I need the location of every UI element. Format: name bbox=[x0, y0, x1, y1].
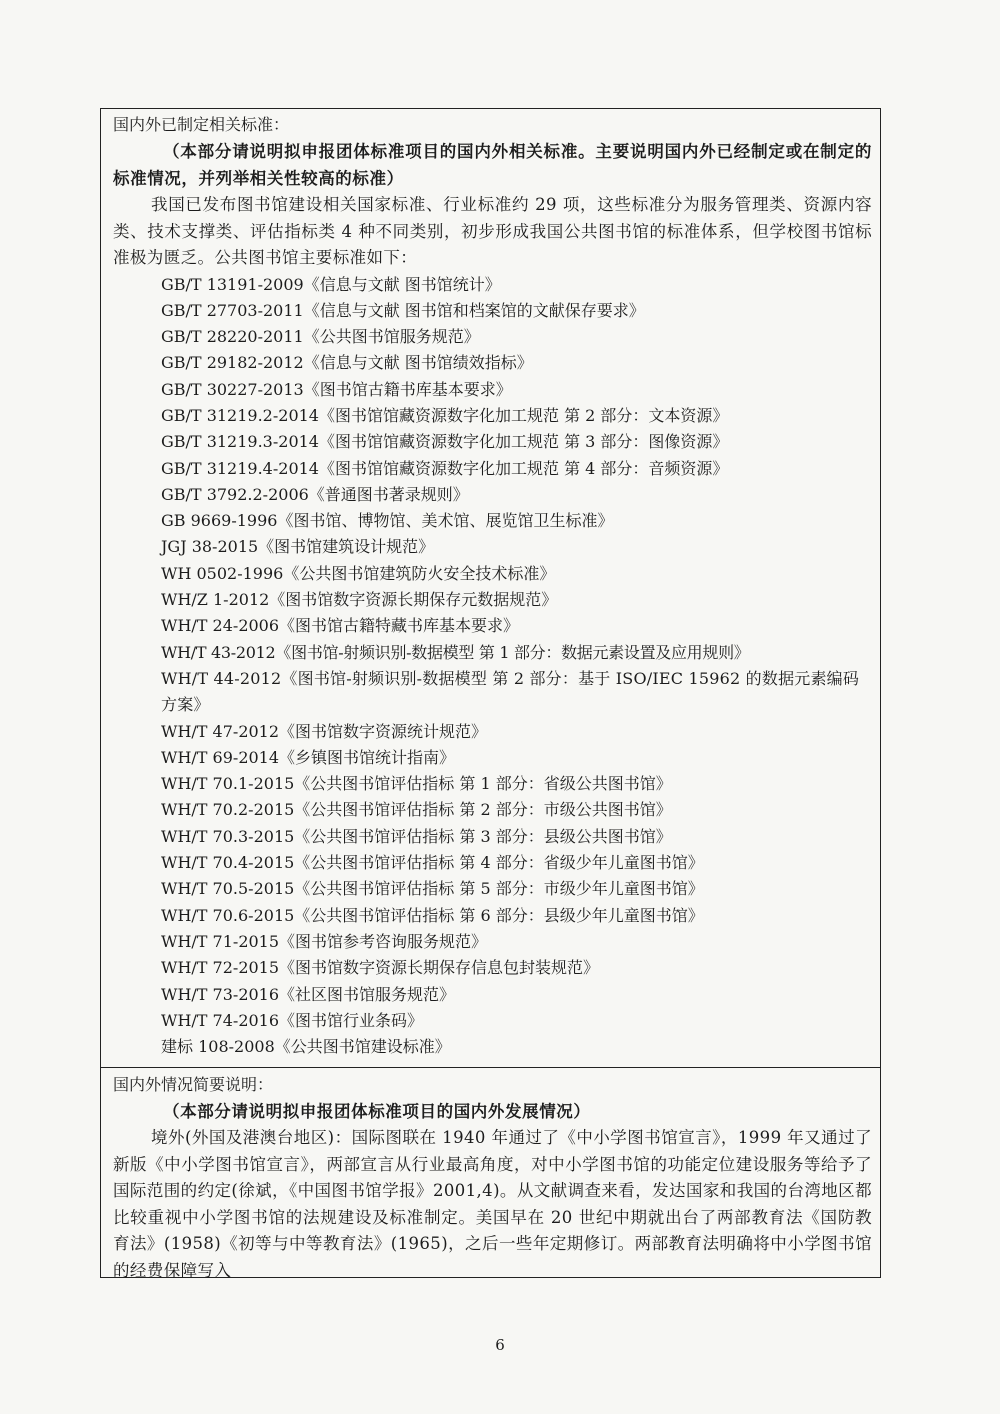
related-standards-section bbox=[101, 109, 880, 1067]
standard-item: 建标 108-2008《公共图书馆建设标准》 bbox=[161, 1037, 451, 1057]
standard-item: WH/T 70.5-2015《公共图书馆评估指标 第 5 部分：市级少年儿童图书馆》 bbox=[161, 879, 704, 899]
standard-item: WH/T 69-2014《乡镇图书馆统计指南》 bbox=[161, 747, 456, 767]
form-table bbox=[100, 108, 881, 1278]
standard-item: GB/T 27703-2011《信息与文献 图书馆和档案馆的文献保存要求》 bbox=[161, 300, 645, 320]
intro-paragraph: 我国已发布图书馆建设相关国家标准、行业标准约 29 项，这些标准分为服务管理类、资源内容类、技术支撑类、评估指标类 4 种不同类别，初步形成我国公共图书馆的标准体系，但学校图书馆标准极为匮乏。公共图书馆主要标准如下： bbox=[113, 195, 872, 267]
standard-item: GB/T 3792.2-2006《普通图书著录规则》 bbox=[161, 484, 469, 504]
standards-list bbox=[113, 272, 872, 1061]
section-instruction: （本部分请说明拟申报团体标准项目的国内外发展情况） bbox=[163, 1102, 591, 1121]
standard-item: WH/Z 1-2012《图书馆数字资源长期保存元数据规范》 bbox=[161, 590, 558, 610]
standard-item: WH/T 47-2012《图书馆数字资源统计规范》 bbox=[161, 721, 488, 741]
standard-item: WH/T 72-2015《图书馆数字资源长期保存信息包封装规范》 bbox=[161, 958, 600, 978]
overview-section bbox=[101, 1069, 880, 1280]
standard-item: GB 9669-1996《图书馆、博物馆、美术馆、展览馆卫生标准》 bbox=[161, 511, 614, 531]
standard-item: WH/T 73-2016《社区图书馆服务规范》 bbox=[161, 984, 456, 1004]
standard-item: WH/T 24-2006《图书馆古籍特藏书库基本要求》 bbox=[161, 616, 520, 636]
section-heading: 国内外已制定相关标准： bbox=[113, 115, 290, 134]
standard-item: GB/T 31219.3-2014《图书馆馆藏资源数字化加工规范 第 3 部分：图像资源》 bbox=[161, 432, 729, 452]
standard-item: WH/T 44-2012《图书馆-射频识别-数据模型 第 2 部分：基于 ISO/IEC 15962 的数据元素编码方案》 bbox=[161, 668, 860, 715]
standard-item: GB/T 31219.4-2014《图书馆馆藏资源数字化加工规范 第 4 部分：音频资源》 bbox=[161, 458, 729, 478]
standard-item: WH/T 70.6-2015《公共图书馆评估指标 第 6 部分：县级少年儿童图书馆》 bbox=[161, 905, 704, 925]
standard-item: GB/T 31219.2-2014《图书馆馆藏资源数字化加工规范 第 2 部分：文本资源》 bbox=[161, 405, 729, 425]
standard-item: WH/T 70.2-2015《公共图书馆评估指标 第 2 部分：市级公共图书馆》 bbox=[161, 800, 672, 820]
section-divider bbox=[101, 1067, 880, 1068]
standard-item: GB/T 29182-2012《信息与文献 图书馆绩效指标》 bbox=[161, 353, 533, 373]
section-instruction: （本部分请说明拟申报团体标准项目的国内外相关标准。主要说明国内外已经制定或在制定的标准情况，并列举相关性较高的标准） bbox=[113, 142, 872, 188]
standard-item: WH/T 70.3-2015《公共图书馆评估指标 第 3 部分：县级公共图书馆》 bbox=[161, 826, 672, 846]
standard-item: WH/T 70.4-2015《公共图书馆评估指标 第 4 部分：省级少年儿童图书馆》 bbox=[161, 853, 704, 873]
standard-item: WH/T 74-2016《图书馆行业条码》 bbox=[161, 1010, 424, 1030]
standard-item: WH/T 43-2012《图书馆-射频识别-数据模型 第 1 部分：数据元素设置及应用规则》 bbox=[161, 642, 750, 662]
standard-item: GB/T 30227-2013《图书馆古籍书库基本要求》 bbox=[161, 379, 512, 399]
section-heading: 国内外情况简要说明： bbox=[113, 1075, 274, 1094]
page-number: 6 bbox=[495, 1336, 505, 1354]
standard-item: GB/T 28220-2011《公共图书馆服务规范》 bbox=[161, 327, 480, 347]
standard-item: WH 0502-1996《公共图书馆建筑防火安全技术标准》 bbox=[161, 563, 556, 583]
standard-item: JGJ 38-2015《图书馆建筑设计规范》 bbox=[161, 537, 435, 557]
standard-item: WH/T 70.1-2015《公共图书馆评估指标 第 1 部分：省级公共图书馆》 bbox=[161, 774, 672, 794]
overview-paragraph: 境外(外国及港澳台地区)：国际图联在 1940 年通过了《中小学图书馆宣言》，1999 年又通过了新版《中小学图书馆宣言》，两部宣言从行业最高角度，对中小学图书馆的功能定位建设服务等给予了国际范围的约定(徐斌，《中国图书馆学报》2001,4)。从文献调查来看，发达国家和我国的台湾地区都比较重视中小学图书馆的法规建设及标准制定。美国早在 20 世纪中期就出台了两部教育法《国防教育法》(1958)《初等与中等教育法》(1965)，之后一些年定期修订。两部教育法明确将中小学图书馆的经费保障写入 bbox=[113, 1128, 872, 1280]
standard-item: GB/T 13191-2009《信息与文献 图书馆统计》 bbox=[161, 274, 501, 294]
standard-item: WH/T 71-2015《图书馆参考咨询服务规范》 bbox=[161, 931, 488, 951]
